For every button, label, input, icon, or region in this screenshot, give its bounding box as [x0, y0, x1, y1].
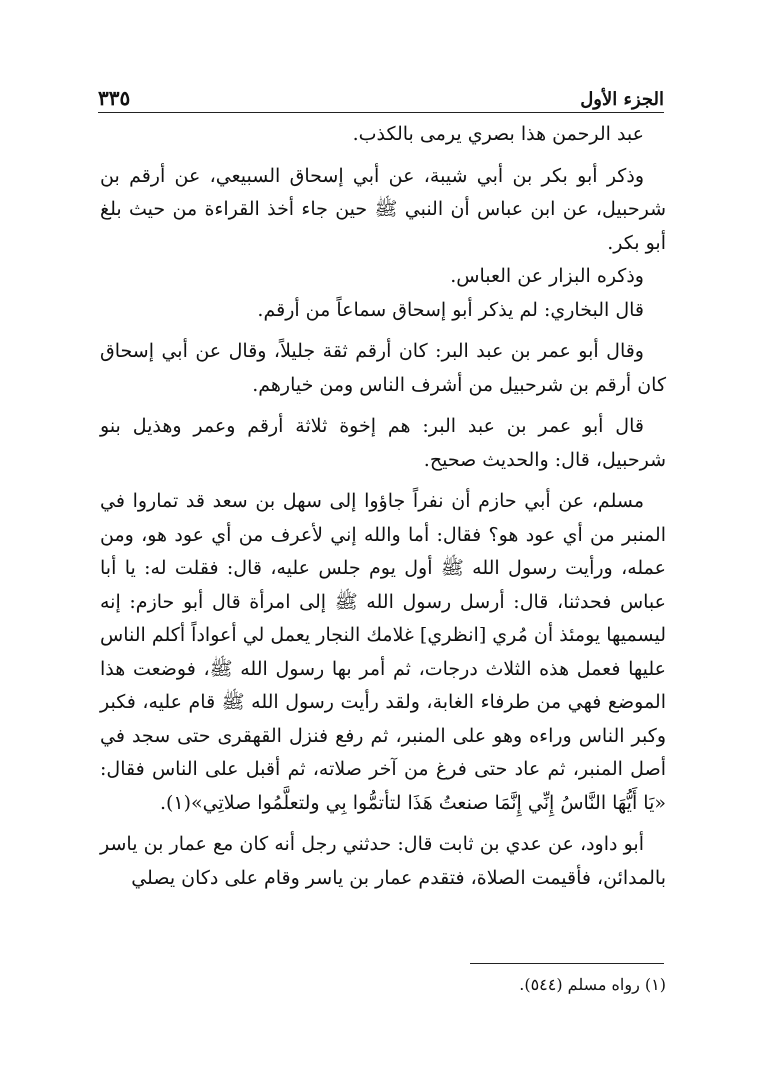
main-text: [100, 118, 666, 895]
footnote: (١) رواه مسلم (٥٤٤).: [519, 975, 666, 994]
page-header: [98, 72, 664, 110]
footnote-rule: [470, 963, 664, 964]
paragraph: وقال أبو عمر بن عبد البر: كان أرقم ثقة جليلاً، وقال عن أبي إسحاق كان أرقم بن شرحبيل من أشرف الناس ومن خيارهم.: [100, 340, 666, 396]
paragraph: قال البخاري: لم يذكر أبو إسحاق سماعاً من أرقم.: [257, 298, 644, 321]
header-rule: [98, 112, 664, 113]
page-number: ٣٣٥: [98, 86, 131, 110]
paragraph: مسلم، عن أبي حازم أن نفراً جاؤوا إلى سهل بن سعد قد تماروا في المنبر من أي عود هو؟ فقال: أما والله إني لأعرف من أي عود هو، ومن عمله، ورأيت رسول الله ﷺ أول يوم جلس عليه، قال: فقلت له: يا أبا عباس فحدثنا، قال: أرسل رسول الله ﷺ إلى امرأة قال أبو حازم: إنه ليسميها يومئذ أن مُري [انظري] غلامك النجار يعمل لي أعواداً أكلم الناس عليها فعمل هذه الثلاث درجات، ثم أمر بها رسول الله ﷺ، فوضعت هذا الموضع فهي من طرفاء الغابة، ولقد رأيت رسول الله ﷺ قام عليه، فكبر وكبر الناس وراءه وهو على المنبر، ثم رفع فنزل القهقرى حتى سجد في أصل المنبر، ثم عاد حتى فرغ من آخر صلاته، ثم أقبل على الناس فقال: «يَا أَيُّهَا النَّاسُ إِنِّي إِنَّمَا صنعتُ هَذَا لتأتمُّوا بِي ولتعلَّمُوا صلاتِي»(١).: [100, 490, 666, 814]
paragraph: وذكره البزار عن العباس.: [450, 265, 644, 287]
paragraph: قال أبو عمر بن عبد البر: هم إخوة ثلاثة أرقم وعمر وهذيل بنو شرحبيل، قال: والحديث صحيح.: [100, 415, 666, 471]
running-title: الجزء الأول: [580, 89, 664, 110]
paragraph: أبو داود، عن عدي بن ثابت قال: حدثني رجل أنه كان مع عمار بن ياسر بالمدائن، فأقيمت الصلاة، فتقدم عمار بن ياسر وقام على دكان يصلي: [100, 833, 666, 889]
paragraph: وذكر أبو بكر بن أبي شيبة، عن أبي إسحاق السبيعي، عن أرقم بن شرحبيل، عن ابن عباس أن النبي ﷺ حين جاء أخذ القراءة من حيث بلغ أبو بكر.: [100, 164, 666, 254]
paragraph: عبد الرحمن هذا بصري يرمى بالكذب.: [352, 123, 644, 145]
